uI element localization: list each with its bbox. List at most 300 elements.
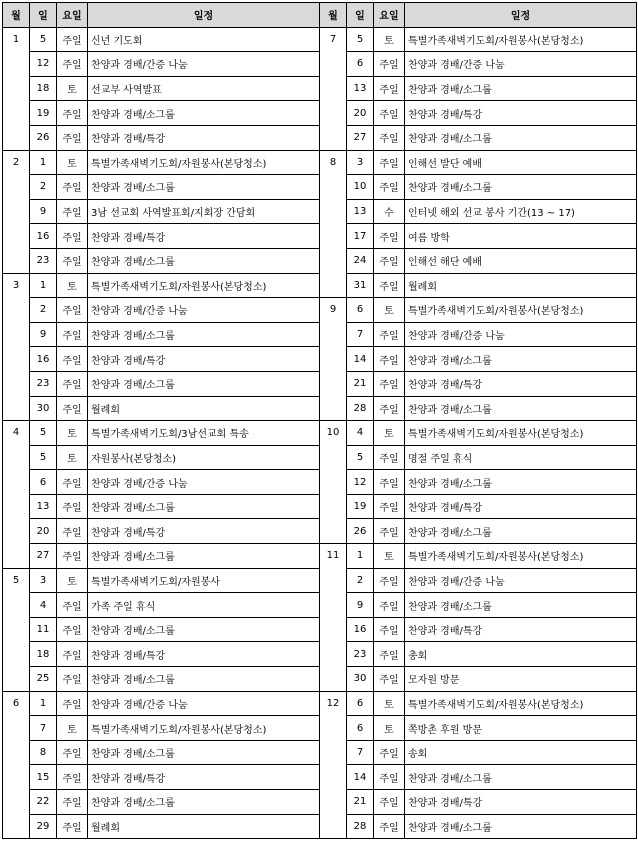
left-dow-cell: 주일: [57, 52, 88, 77]
right-month-cell: [320, 347, 347, 372]
right-event-cell: 총회: [405, 642, 637, 667]
left-event-cell: 찬양과 경배/간증 나눔: [88, 691, 320, 716]
right-month-cell: [320, 273, 347, 298]
right-day-cell: 31: [347, 273, 374, 298]
right-dow-cell: 주일: [374, 175, 405, 200]
right-event-cell: 인해선 발단 예배: [405, 150, 637, 175]
right-day-cell: 20: [347, 101, 374, 126]
right-day-cell: 26: [347, 519, 374, 544]
left-dow-cell: 주일: [57, 814, 88, 839]
left-day-cell: 2: [30, 175, 57, 200]
left-month-cell: [3, 298, 30, 323]
right-dow-cell: 주일: [374, 790, 405, 815]
right-day-cell: 28: [347, 814, 374, 839]
left-month-cell: [3, 396, 30, 421]
table-row: [3, 125, 637, 150]
left-event-cell: 특별가족새벽기도회/자원봉사(본당청소): [88, 150, 320, 175]
left-month-cell: 4: [3, 421, 30, 446]
left-event-cell: 찬양과 경배/특강: [88, 224, 320, 249]
left-month-cell: [3, 445, 30, 470]
left-day-cell: 26: [30, 125, 57, 150]
left-month-cell: [3, 667, 30, 692]
right-month-cell: [320, 470, 347, 495]
left-month-cell: [3, 519, 30, 544]
left-dow-cell: 토: [57, 273, 88, 298]
left-event-cell: 자원봉사(본당청소): [88, 445, 320, 470]
right-month-cell: [320, 568, 347, 593]
right-day-cell: 6: [347, 716, 374, 741]
left-day-cell: 25: [30, 667, 57, 692]
right-event-cell: 쪽방촌 후원 방문: [405, 716, 637, 741]
right-event-cell: 찬양과 경배/특강: [405, 494, 637, 519]
left-dow-cell: 주일: [57, 765, 88, 790]
right-day-cell: 14: [347, 765, 374, 790]
right-month-cell: 10: [320, 421, 347, 446]
left-day-cell: 5: [30, 27, 57, 52]
left-month-cell: [3, 642, 30, 667]
left-event-cell: 찬양과 경배/소그룹: [88, 322, 320, 347]
right-event-cell: 명절 주일 휴식: [405, 445, 637, 470]
left-event-cell: 찬양과 경배/특강: [88, 347, 320, 372]
right-day-cell: 5: [347, 27, 374, 52]
left-day-cell: 1: [30, 273, 57, 298]
event-header: 일정: [88, 3, 320, 28]
right-day-cell: 24: [347, 248, 374, 273]
right-month-cell: [320, 667, 347, 692]
right-dow-cell: 주일: [374, 470, 405, 495]
right-event-cell: 송회: [405, 740, 637, 765]
table-row: [3, 593, 637, 618]
table-row: [3, 716, 637, 741]
left-day-cell: 9: [30, 199, 57, 224]
right-dow-cell: 주일: [374, 519, 405, 544]
left-dow-cell: 주일: [57, 347, 88, 372]
left-event-cell: 3남 선교회 사역발표회/지회장 간담회: [88, 199, 320, 224]
right-event-cell: 찬양과 경배/소그룹: [405, 470, 637, 495]
left-dow-cell: 주일: [57, 248, 88, 273]
left-day-cell: 8: [30, 740, 57, 765]
right-event-cell: 찬양과 경배/특강: [405, 617, 637, 642]
right-day-cell: 6: [347, 691, 374, 716]
right-dow-cell: 토: [374, 544, 405, 569]
right-month-cell: [320, 52, 347, 77]
right-event-cell: 찬양과 경배/소그룹: [405, 519, 637, 544]
table-row: [3, 347, 637, 372]
left-dow-cell: 주일: [57, 371, 88, 396]
left-month-cell: 5: [3, 568, 30, 593]
right-month-cell: [320, 494, 347, 519]
left-day-cell: 5: [30, 421, 57, 446]
table-row: [3, 52, 637, 77]
left-dow-cell: 주일: [57, 199, 88, 224]
right-dow-cell: 주일: [374, 224, 405, 249]
left-month-cell: [3, 322, 30, 347]
month-header: 월: [3, 3, 30, 28]
right-day-cell: 16: [347, 617, 374, 642]
left-day-cell: 7: [30, 716, 57, 741]
left-event-cell: 가족 주일 휴식: [88, 593, 320, 618]
left-event-cell: 찬양과 경배/간증 나눔: [88, 52, 320, 77]
left-day-cell: 18: [30, 76, 57, 101]
right-day-cell: 12: [347, 470, 374, 495]
day-header: 일: [347, 3, 374, 28]
left-month-cell: [3, 790, 30, 815]
right-dow-cell: 주일: [374, 150, 405, 175]
left-dow-cell: 주일: [57, 519, 88, 544]
table-row: [3, 445, 637, 470]
right-day-cell: 2: [347, 568, 374, 593]
right-month-cell: [320, 519, 347, 544]
right-event-cell: 특별가족새벽기도회/자원봉사(본당청소): [405, 691, 637, 716]
left-dow-cell: 주일: [57, 396, 88, 421]
right-month-cell: [320, 371, 347, 396]
left-dow-cell: 토: [57, 716, 88, 741]
table-row: [3, 790, 637, 815]
dow-header: 요일: [374, 3, 405, 28]
table-row: [3, 519, 637, 544]
right-month-cell: [320, 814, 347, 839]
table-row: [3, 273, 637, 298]
left-event-cell: 찬양과 경배/소그룹: [88, 175, 320, 200]
left-day-cell: 15: [30, 765, 57, 790]
right-event-cell: 인터넷 해외 선교 봉사 기간(13 ~ 17): [405, 199, 637, 224]
right-dow-cell: 주일: [374, 248, 405, 273]
left-month-cell: [3, 371, 30, 396]
left-month-cell: 3: [3, 273, 30, 298]
right-month-cell: [320, 740, 347, 765]
left-dow-cell: 토: [57, 445, 88, 470]
right-dow-cell: 주일: [374, 101, 405, 126]
left-dow-cell: 주일: [57, 101, 88, 126]
table-row: [3, 814, 637, 839]
table-row: [3, 691, 637, 716]
table-row: [3, 224, 637, 249]
left-day-cell: 23: [30, 371, 57, 396]
left-day-cell: 6: [30, 470, 57, 495]
left-dow-cell: 토: [57, 76, 88, 101]
right-month-cell: 7: [320, 27, 347, 52]
right-event-cell: 모자원 방문: [405, 667, 637, 692]
left-event-cell: 월례회: [88, 814, 320, 839]
right-dow-cell: 주일: [374, 814, 405, 839]
left-dow-cell: 주일: [57, 224, 88, 249]
left-dow-cell: 토: [57, 568, 88, 593]
right-event-cell: 찬양과 경배/소그룹: [405, 125, 637, 150]
right-day-cell: 7: [347, 740, 374, 765]
left-event-cell: 찬양과 경배/소그룹: [88, 371, 320, 396]
right-dow-cell: 주일: [374, 667, 405, 692]
left-month-cell: [3, 740, 30, 765]
right-event-cell: 찬양과 경배/특강: [405, 790, 637, 815]
right-month-cell: [320, 101, 347, 126]
right-dow-cell: 토: [374, 27, 405, 52]
left-dow-cell: 주일: [57, 740, 88, 765]
right-month-cell: [320, 125, 347, 150]
left-event-cell: 특별가족새벽기도회/자원봉사(본당청소): [88, 716, 320, 741]
right-month-cell: [320, 199, 347, 224]
left-event-cell: 찬양과 경배/소그룹: [88, 790, 320, 815]
right-dow-cell: 주일: [374, 617, 405, 642]
left-month-cell: [3, 765, 30, 790]
table-row: [3, 740, 637, 765]
left-day-cell: 18: [30, 642, 57, 667]
left-event-cell: 찬양과 경배/소그룹: [88, 740, 320, 765]
table-row: [3, 765, 637, 790]
right-event-cell: 찬양과 경배/소그룹: [405, 347, 637, 372]
table-row: [3, 421, 637, 446]
left-event-cell: 찬양과 경배/소그룹: [88, 248, 320, 273]
day-header: 일: [30, 3, 57, 28]
right-dow-cell: 주일: [374, 347, 405, 372]
left-event-cell: 찬양과 경배/소그룹: [88, 617, 320, 642]
table-row: [3, 150, 637, 175]
left-month-cell: [3, 76, 30, 101]
right-dow-cell: 주일: [374, 494, 405, 519]
left-dow-cell: 토: [57, 150, 88, 175]
right-day-cell: 7: [347, 322, 374, 347]
left-event-cell: 찬양과 경배/간증 나눔: [88, 470, 320, 495]
right-dow-cell: 주일: [374, 642, 405, 667]
table-row: [3, 101, 637, 126]
left-month-cell: [3, 248, 30, 273]
right-dow-cell: 주일: [374, 765, 405, 790]
right-day-cell: 23: [347, 642, 374, 667]
left-month-cell: [3, 199, 30, 224]
left-day-cell: 1: [30, 150, 57, 175]
table-row: [3, 544, 637, 569]
right-event-cell: 인해선 해단 예배: [405, 248, 637, 273]
left-month-cell: [3, 175, 30, 200]
table-row: [3, 667, 637, 692]
left-month-cell: 1: [3, 27, 30, 52]
right-dow-cell: 주일: [374, 76, 405, 101]
left-month-cell: [3, 617, 30, 642]
left-month-cell: [3, 347, 30, 372]
right-month-cell: [320, 445, 347, 470]
left-month-cell: 6: [3, 691, 30, 716]
left-day-cell: 30: [30, 396, 57, 421]
right-dow-cell: 주일: [374, 445, 405, 470]
right-month-cell: [320, 248, 347, 273]
left-month-cell: [3, 716, 30, 741]
left-day-cell: 20: [30, 519, 57, 544]
left-day-cell: 27: [30, 544, 57, 569]
left-dow-cell: 주일: [57, 175, 88, 200]
left-dow-cell: 토: [57, 421, 88, 446]
left-day-cell: 23: [30, 248, 57, 273]
right-month-cell: [320, 76, 347, 101]
table-row: [3, 298, 637, 323]
table-row: [3, 322, 637, 347]
left-event-cell: 찬양과 경배/특강: [88, 765, 320, 790]
right-event-cell: 찬양과 경배/소그룹: [405, 175, 637, 200]
table-row: [3, 568, 637, 593]
right-day-cell: 6: [347, 298, 374, 323]
right-month-cell: [320, 617, 347, 642]
left-month-cell: [3, 101, 30, 126]
left-day-cell: 2: [30, 298, 57, 323]
right-month-cell: [320, 396, 347, 421]
right-dow-cell: 토: [374, 716, 405, 741]
right-dow-cell: 주일: [374, 593, 405, 618]
right-month-cell: [320, 716, 347, 741]
month-header: 월: [320, 3, 347, 28]
left-event-cell: 특별가족새벽기도회/자원봉사: [88, 568, 320, 593]
left-dow-cell: 주일: [57, 790, 88, 815]
table-row: [3, 76, 637, 101]
left-month-cell: [3, 470, 30, 495]
table-row: [3, 494, 637, 519]
left-month-cell: [3, 494, 30, 519]
right-month-cell: [320, 790, 347, 815]
right-dow-cell: 토: [374, 691, 405, 716]
right-month-cell: 11: [320, 544, 347, 569]
right-month-cell: [320, 765, 347, 790]
right-event-cell: 찬양과 경배/간증 나눔: [405, 322, 637, 347]
left-dow-cell: 주일: [57, 617, 88, 642]
right-dow-cell: 주일: [374, 371, 405, 396]
right-event-cell: 찬양과 경배/소그룹: [405, 76, 637, 101]
right-event-cell: 찬양과 경배/특강: [405, 101, 637, 126]
right-month-cell: 8: [320, 150, 347, 175]
right-event-cell: 특별가족새벽기도회/자원봉사(본당청소): [405, 298, 637, 323]
right-dow-cell: 주일: [374, 52, 405, 77]
right-event-cell: 찬양과 경배/간증 나눔: [405, 568, 637, 593]
left-day-cell: 12: [30, 52, 57, 77]
table-row: [3, 248, 637, 273]
right-dow-cell: 주일: [374, 273, 405, 298]
left-day-cell: 4: [30, 593, 57, 618]
right-day-cell: 30: [347, 667, 374, 692]
right-event-cell: 찬양과 경배/간증 나눔: [405, 52, 637, 77]
dow-header: 요일: [57, 3, 88, 28]
left-event-cell: 월례회: [88, 396, 320, 421]
right-day-cell: 17: [347, 224, 374, 249]
table-row: [3, 371, 637, 396]
right-day-cell: 14: [347, 347, 374, 372]
left-dow-cell: 주일: [57, 667, 88, 692]
right-month-cell: [320, 175, 347, 200]
left-event-cell: 찬양과 경배/소그룹: [88, 101, 320, 126]
right-dow-cell: 주일: [374, 396, 405, 421]
right-day-cell: 19: [347, 494, 374, 519]
left-day-cell: 19: [30, 101, 57, 126]
table-row: [3, 27, 637, 52]
table-row: [3, 199, 637, 224]
left-dow-cell: 주일: [57, 298, 88, 323]
left-dow-cell: 주일: [57, 544, 88, 569]
right-dow-cell: 토: [374, 421, 405, 446]
right-day-cell: 21: [347, 790, 374, 815]
left-event-cell: 찬양과 경배/특강: [88, 519, 320, 544]
right-event-cell: 특별가족새벽기도회/자원봉사(본당청소): [405, 421, 637, 446]
left-event-cell: 찬양과 경배/간증 나눔: [88, 298, 320, 323]
right-month-cell: 9: [320, 298, 347, 323]
left-day-cell: 13: [30, 494, 57, 519]
left-dow-cell: 주일: [57, 125, 88, 150]
left-month-cell: [3, 593, 30, 618]
right-event-cell: 찬양과 경배/소그룹: [405, 396, 637, 421]
left-day-cell: 22: [30, 790, 57, 815]
left-day-cell: 11: [30, 617, 57, 642]
right-event-cell: 찬양과 경배/소그룹: [405, 765, 637, 790]
left-day-cell: 16: [30, 224, 57, 249]
right-event-cell: 찬양과 경배/소그룹: [405, 814, 637, 839]
left-event-cell: 선교부 사역발표: [88, 76, 320, 101]
left-dow-cell: 주일: [57, 691, 88, 716]
right-day-cell: 10: [347, 175, 374, 200]
right-day-cell: 27: [347, 125, 374, 150]
left-day-cell: 29: [30, 814, 57, 839]
right-month-cell: [320, 642, 347, 667]
left-event-cell: 신년 기도회: [88, 27, 320, 52]
left-month-cell: [3, 125, 30, 150]
left-event-cell: 찬양과 경배/소그룹: [88, 667, 320, 692]
right-event-cell: 여름 방학: [405, 224, 637, 249]
right-month-cell: [320, 322, 347, 347]
table-row: [3, 470, 637, 495]
right-month-cell: [320, 593, 347, 618]
right-dow-cell: 수: [374, 199, 405, 224]
right-day-cell: 9: [347, 593, 374, 618]
right-dow-cell: 주일: [374, 125, 405, 150]
left-dow-cell: 주일: [57, 593, 88, 618]
left-event-cell: 찬양과 경배/특강: [88, 125, 320, 150]
left-event-cell: 특별가족새벽기도회/자원봉사(본당청소): [88, 273, 320, 298]
left-dow-cell: 주일: [57, 322, 88, 347]
table-row: [3, 396, 637, 421]
left-event-cell: 찬양과 경배/소그룹: [88, 494, 320, 519]
schedule-table: [2, 2, 637, 839]
right-day-cell: 5: [347, 445, 374, 470]
right-month-cell: [320, 224, 347, 249]
left-dow-cell: 주일: [57, 642, 88, 667]
left-month-cell: [3, 224, 30, 249]
right-day-cell: 28: [347, 396, 374, 421]
left-dow-cell: 주일: [57, 27, 88, 52]
right-day-cell: 13: [347, 76, 374, 101]
left-day-cell: 3: [30, 568, 57, 593]
right-dow-cell: 토: [374, 298, 405, 323]
right-day-cell: 3: [347, 150, 374, 175]
left-day-cell: 5: [30, 445, 57, 470]
left-dow-cell: 주일: [57, 494, 88, 519]
right-day-cell: 21: [347, 371, 374, 396]
right-day-cell: 13: [347, 199, 374, 224]
table-row: [3, 617, 637, 642]
left-month-cell: [3, 52, 30, 77]
table-row: [3, 642, 637, 667]
right-event-cell: 찬양과 경배/특강: [405, 371, 637, 396]
right-event-cell: 특별가족새벽기도회/자원봉사(본당청소): [405, 27, 637, 52]
left-day-cell: 9: [30, 322, 57, 347]
left-day-cell: 1: [30, 691, 57, 716]
left-month-cell: [3, 814, 30, 839]
right-day-cell: 1: [347, 544, 374, 569]
right-dow-cell: 주일: [374, 568, 405, 593]
right-event-cell: 월례회: [405, 273, 637, 298]
left-month-cell: [3, 544, 30, 569]
right-month-cell: 12: [320, 691, 347, 716]
left-event-cell: 찬양과 경배/소그룹: [88, 544, 320, 569]
right-dow-cell: 주일: [374, 740, 405, 765]
event-header: 일정: [405, 3, 637, 28]
left-event-cell: 특별가족새벽기도회/3남선교회 특송: [88, 421, 320, 446]
table-row: [3, 175, 637, 200]
right-day-cell: 4: [347, 421, 374, 446]
left-event-cell: 찬양과 경배/특강: [88, 642, 320, 667]
left-day-cell: 16: [30, 347, 57, 372]
